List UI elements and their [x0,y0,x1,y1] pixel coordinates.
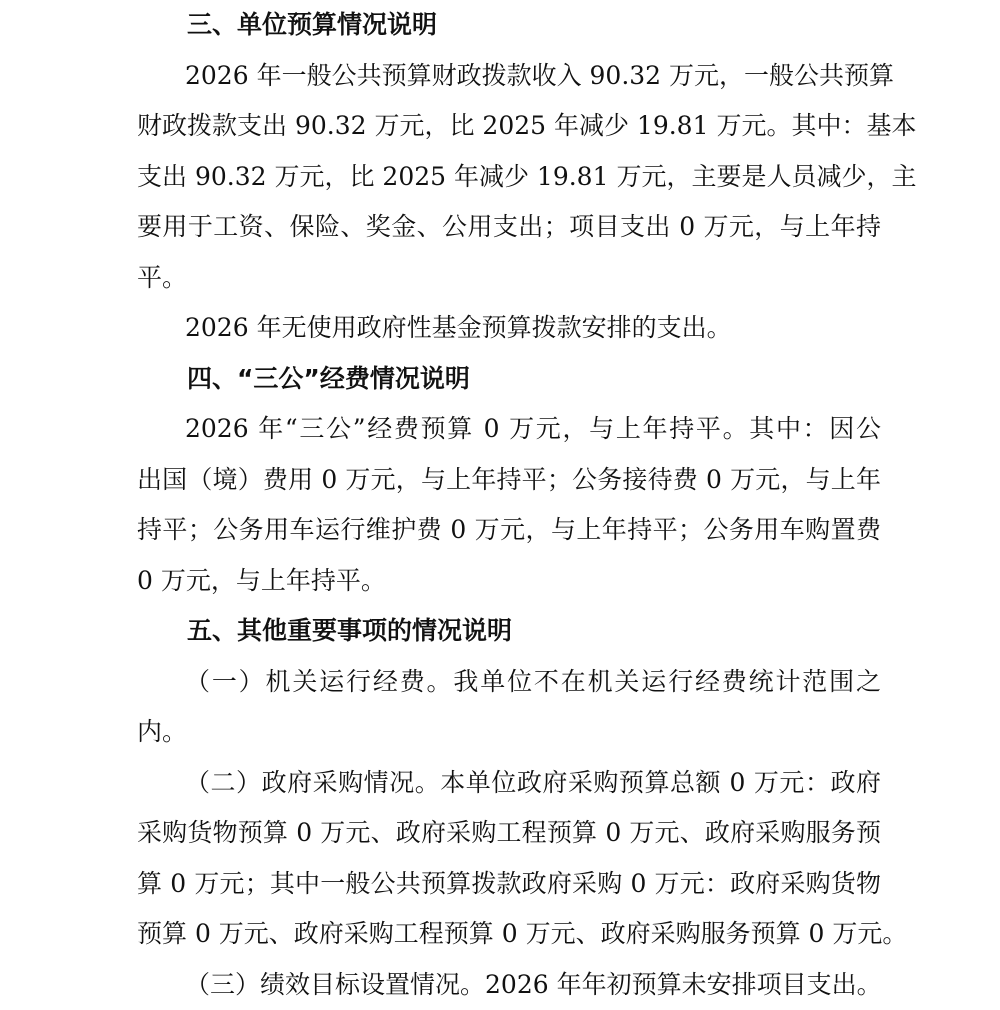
paragraph-line: 要用于工资、保险、奖金、公用支出；项目支出 0 万元，与上年持 [137,202,881,253]
paragraph-line: 2026 年无使用政府性基金预算拨款安排的支出。 [137,303,881,354]
paragraph-line: 采购货物预算 0 万元、政府采购工程预算 0 万元、政府采购服务预 [137,808,881,859]
paragraph [137,51,881,304]
paragraph [137,303,881,354]
paragraph-line: 财政拨款支出 90.32 万元，比 2025 年减少 19.81 万元。其中：基本 [137,101,881,152]
paragraph [137,758,881,960]
paragraph-line: 内。 [137,707,881,758]
paragraph-line: （一）机关运行经费。我单位不在机关运行经费统计范围之 [137,657,881,708]
paragraph-line: （二）政府采购情况。本单位政府采购预算总额 0 万元：政府 [137,758,881,809]
paragraph-line: 持平；公务用车运行维护费 0 万元，与上年持平；公务用车购置费 [137,505,881,556]
paragraph-line: 2026 年一般公共预算财政拨款收入 90.32 万元，一般公共预算 [137,51,881,102]
paragraph-line: 支出 90.32 万元，比 2025 年减少 19.81 万元，主要是人员减少，主 [137,152,881,203]
heading-text: 三、单位预算情况说明 [137,0,881,51]
heading-text: 四、“三公”经费情况说明 [137,354,881,405]
section-heading [137,0,881,51]
section-heading [137,354,881,405]
paragraph [137,404,881,606]
paragraph-line: （三）绩效目标设置情况。2026 年年初预算未安排项目支出。 [137,960,881,1010]
paragraph [137,657,881,758]
paragraph-line: 预算 0 万元、政府采购工程预算 0 万元、政府采购服务预算 0 万元。 [137,909,881,960]
heading-text: 五、其他重要事项的情况说明 [137,606,881,657]
paragraph [137,960,881,1010]
section-heading [137,606,881,657]
document-body [137,0,881,1010]
paragraph-line: 0 万元，与上年持平。 [137,556,881,607]
paragraph-line: 出国（境）费用 0 万元，与上年持平；公务接待费 0 万元，与上年 [137,455,881,506]
paragraph-line: 2026 年“三公”经费预算 0 万元，与上年持平。其中：因公 [137,404,881,455]
paragraph-line: 算 0 万元；其中一般公共预算拨款政府采购 0 万元：政府采购货物 [137,859,881,910]
paragraph-line: 平。 [137,253,881,304]
